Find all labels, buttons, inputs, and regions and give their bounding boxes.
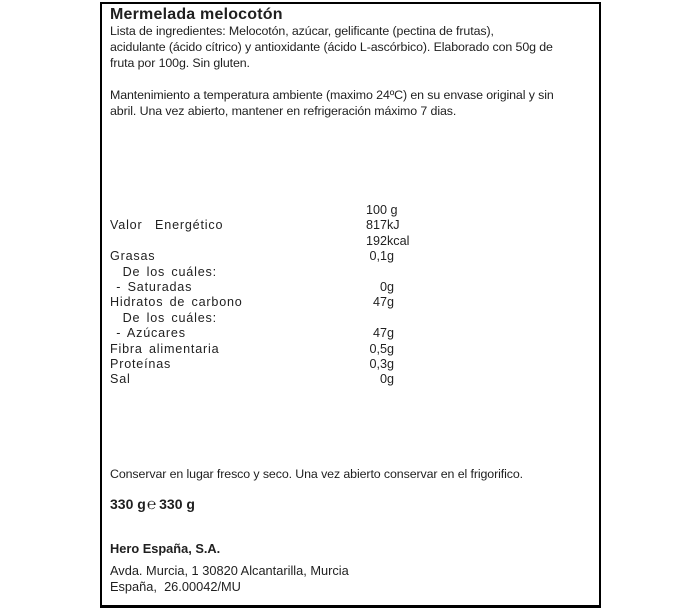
nutrition-value-number: 192 <box>365 233 387 248</box>
net-weight <box>110 495 195 514</box>
nutrition-value-unit: g <box>387 356 395 371</box>
nutrition-row-label: De los cuáles: <box>110 310 217 325</box>
ingredients-line: acidulante (ácido cítrico) y antioxidante (ácido L-ascórbico). Elaborado con 50g de <box>110 40 553 54</box>
nutrition-row <box>110 342 580 357</box>
nutrition-row-label: Grasas <box>110 249 156 264</box>
nutrition-row <box>110 295 580 310</box>
nutrition-row <box>110 311 580 326</box>
product-title: Mermelada melocotón <box>110 6 283 23</box>
nutrition-value-unit: g <box>387 372 395 387</box>
net-weight-first: 330 g <box>110 496 146 512</box>
nutrition-value-number: 0,3 <box>369 356 387 371</box>
nutrition-row <box>110 326 580 341</box>
ingredients-line: fruta por 100g. Sin gluten. <box>110 56 250 70</box>
nutrition-row <box>110 372 580 387</box>
nutrition-value-number: 817 <box>365 218 387 233</box>
nutrition-value-unit: kcal <box>387 233 410 248</box>
nutrition-value-number: 100 <box>365 203 387 217</box>
nutrition-row <box>110 234 580 249</box>
nutrition-row-label: Valor Energético <box>110 218 224 233</box>
nutrition-value-unit: g <box>387 295 395 310</box>
nutrition-value-unit: g <box>387 326 395 341</box>
storage-line: abril. Una vez abierto, mantener en refrigeración máximo 7 dias. <box>110 104 457 118</box>
ingredients-line: Lista de ingredientes: Melocotón, azúcar, gelificante (pectina de frutas), <box>110 24 494 38</box>
nutrition-row-label: Fibra alimentaria <box>110 341 220 356</box>
nutrition-value-unit: g <box>387 341 395 356</box>
nutrition-value-number: 47 <box>372 326 387 341</box>
ingredients-paragraph <box>110 23 553 71</box>
storage-line: Mantenimiento a temperatura ambiente (maximo 24ºC) en su envase original y sin <box>110 88 554 102</box>
nutrition-value-number: 47 <box>372 295 387 310</box>
nutrition-row <box>110 218 580 233</box>
manufacturer-address-line1: Avda. Murcia, 1 30820 Alcantarilla, Murcia <box>110 563 349 578</box>
nutrition-value-unit: kJ <box>387 218 400 233</box>
nutrition-row <box>110 265 580 280</box>
nutrition-value-number: 0 <box>379 279 387 294</box>
nutrition-header-row <box>110 203 580 218</box>
estimated-sign-icon: ℮ <box>146 496 157 513</box>
nutrition-value-unit: g <box>387 279 395 294</box>
nutrition-value-unit: g <box>387 249 395 264</box>
manufacturer-address-line2: España, 26.00042/MU <box>110 579 241 594</box>
nutrition-row <box>110 249 580 264</box>
storage-paragraph <box>110 87 554 119</box>
nutrition-row-label: - Azúcares <box>110 326 186 341</box>
nutrition-value-number: 0,1 <box>369 249 387 264</box>
nutrition-value-number: 0,5 <box>369 341 387 356</box>
net-weight-second: 330 g <box>159 496 195 512</box>
nutrition-row <box>110 280 580 295</box>
nutrition-value-number: 0 <box>379 372 387 387</box>
nutrition-row-label: Sal <box>110 372 131 387</box>
manufacturer-name: Hero España, S.A. <box>110 541 221 556</box>
nutrition-row-label: - Saturadas <box>110 279 193 294</box>
nutrition-row <box>110 357 580 372</box>
nutrition-value-unit: g <box>387 203 398 217</box>
nutrition-row-label: Hidratos de carbono <box>110 295 243 310</box>
label-box <box>100 2 601 608</box>
conservation-note: Conservar en lugar fresco y seco. Una vez abierto conservar en el frigorifico. <box>110 467 523 481</box>
nutrition-row-label: Proteínas <box>110 356 172 371</box>
manufacturer-block <box>110 541 349 595</box>
nutrition-table <box>110 203 580 388</box>
nutrition-row-label: De los cuáles: <box>110 264 217 279</box>
